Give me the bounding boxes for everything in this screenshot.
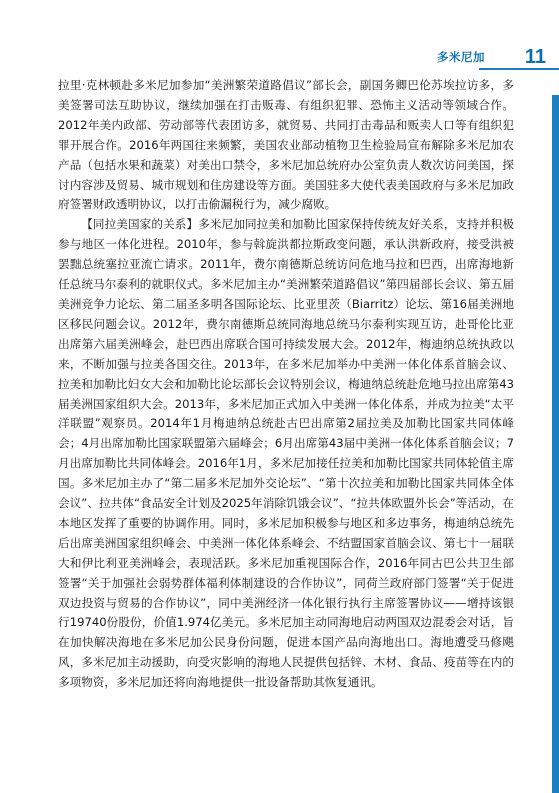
paragraph-text: 拉里·克林顿赴多米尼加参加“美洲繁荣道路倡议”部长会，副国务卿巴伦苏埃拉访多，多美签署司法互助协议，继续加强在打击贩毒、有组织犯罪、恐怖主义活动等领域合作。2012年美内政部、劳动部等代表团访多，就贸易、共同打击毒品和贩卖人口等有组织犯罪开展合作。2016年两国往来频繁，美国农业部动植物卫生检验局宣布解除多米尼加农产品（包括水果和蔬菜）对美出口禁令，多米尼加总统府办公室负责人数次访问美国，探讨内容涉及贸易、城市规划和住房建设等方面。美国驻多大使代表美国政府与多米尼加政府签署财政透明协议，以打击偷漏税行为，减少腐败。 <box>58 78 514 212</box>
page-number: 11 <box>524 46 546 68</box>
section-title: 多米尼加 <box>437 50 485 64</box>
body-text <box>58 76 514 693</box>
section-heading: 【同拉美国家的关系】 <box>81 217 199 232</box>
paragraph-us-relations <box>58 76 514 215</box>
paragraph-text: 多米尼加同拉美和加勒比国家保持传统友好关系，支持并积极参与地区一体化进程。2010年，参与斡旋洪都拉斯政变问题，承认洪新政府，接受洪被罢黜总统塞拉亚流亡请求。2011年，费尔南德斯总统访问危地马拉和巴西，出席海地新任总统马尔泰利的就职仪式。多米尼加主办“美洲繁荣道路倡议”第四届部长会议、第五届美洲竞争力论坛、第二届圣多明各国际论坛、比亚里茨（Biarritz）论坛、第16届美洲地区移民问题会议。2012年，费尔南德斯总统同海地总统马尔泰利实现互访，赴哥伦比亚出席第六届美洲峰会，赴巴西出席联合国可持续发展大会。2012年，梅迪纳总统执政以来，不断加强与拉美各国交往。2013年，在多米尼加举办中美洲一体化体系首脑会议、拉美和加勒比妇女大会和加勒比论坛部长会议特别会议，梅迪纳总统赴危地马拉出席第43届美洲国家组织大会。2013年，多米尼加正式加入中美洲一体化体系，并成为拉美“太平洋联盟”观察员。2014年1月梅迪纳总统赴古巴出席第2届拉美及加勒比国家共同体峰会；4月出席加勒比国家联盟第六届峰会；6月出席第43届中美洲一体化体系首脑会议；7月出席加勒比共同体峰会。2016年1月，多米尼加接任拉美和加勒比国家共同体轮值主席国。多米尼加主办了“第二届多米尼加外交论坛”、“第十次拉美和加勒比国家共同体全体会议”、拉共体“食品安全计划及2025年消除饥饿会议”、“拉共体欧盟外长会”等活动，在本地区发挥了重要的协调作用。同时，多米尼加积极参与地区和多边事务，梅迪纳总统先后出席美洲国家组织峰会、中美洲一体化体系峰会、不结盟国家首脑会议、第七十一届联大和伊比利亚美洲峰会，表现活跃。多米尼加重视国际合作，2016年同古巴公共卫生部签署“关于加强社会弱势群体福利体制建设的合作协议”，同荷兰政府部门签署“关于促进双边投资与贸易的合作协议”，同中美洲经济一体化银行执行主席签署协议——增持该银行19740份股份，价值1.974亿美元。多米尼加主动同海地启动两国双边混委会对话，旨在加快解决海地在多米尼加公民身份问题，促进本国产品向海地出口。海地遭受马修飓风，多米尼加主动援助，向受灾影响的海地人民提供包括锌、木材、食品、疫苗等在内的多项物资，多米尼加还将向海地提供一批设备帮助其恢复通讯。 <box>58 217 514 690</box>
header-rule <box>479 68 559 70</box>
side-accent-bar <box>552 95 559 793</box>
paragraph-latam-relations <box>58 215 514 693</box>
